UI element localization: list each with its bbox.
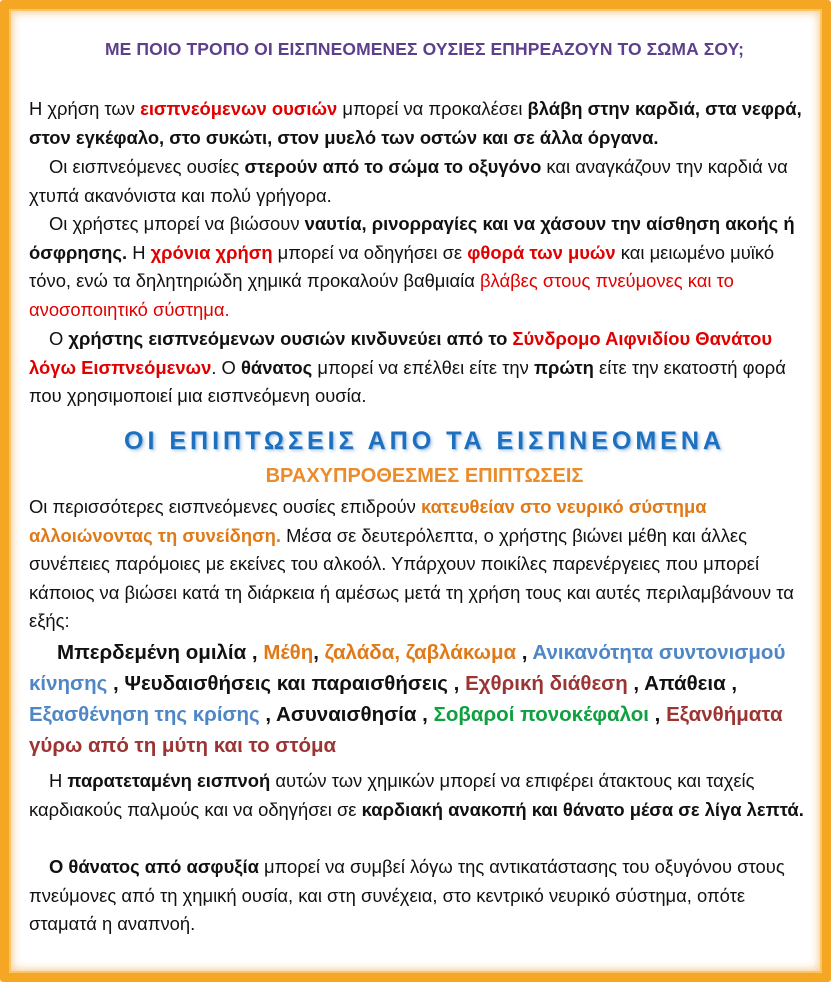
text-span: . Ο	[211, 356, 241, 378]
bold-span: Ο θάνατος από ασφυξία	[49, 856, 259, 877]
text-span: αυτών των χημικών μπορεί να επιφέρει άτακτους και ταχείς καρδιακούς παλμούς και να οδηγήσει σε	[29, 770, 755, 820]
symptom-item: Ασυναισθησία	[276, 703, 417, 726]
symptom-item: Σοβαροί πονοκέφαλοι	[433, 703, 649, 726]
separator: ,	[648, 703, 667, 726]
text-span: Η χρήση των	[29, 98, 141, 119]
separator: ,	[259, 703, 277, 726]
highlight-span: κατευθείαν στο νευρικό σύστημα αλλοιώνοντας τη συνείδηση.	[29, 496, 707, 546]
text-span: Οι εισπνεόμενες ουσίες	[49, 156, 245, 177]
bold-span: θάνατος	[240, 356, 313, 378]
symptom-item: Εξανθήματα γύρω από τη μύτη και το στόμα	[29, 703, 783, 757]
highlight-span: βλάβες στους πνεύμονες και το ανοσοποιητικό σύστημα.	[29, 270, 734, 320]
highlight-span: φθορά των μυών	[467, 241, 616, 263]
text-span: μπορεί να προκαλέσει	[337, 98, 528, 119]
paragraph-cardiac-arrest	[29, 767, 809, 824]
text-span: Μέσα σε δευτερόλεπτα, ο χρήστης βιώνει μέθη και άλλες συνέπειες παρόμοιες με εκείνες του αλκοόλ. Υπάρχουν ποικίλες παρενέργειες που μπορεί κάποιος να βιώσει κατά τη διάρκεια ή αμέσως μετά τη χρήση τους και αυτές περιλαμβάνουν τα εξής:	[29, 524, 794, 632]
paragraph-sudden-death	[29, 325, 809, 411]
symptom-item: Εχθρική διάθεση	[465, 672, 628, 695]
bold-span: χρήστης εισπνεόμενων ουσιών κινδυνεύει από το	[68, 328, 513, 349]
symptom-item: Μπερδεμένη ομιλία	[57, 641, 247, 664]
paragraph-organ-damage	[29, 95, 809, 152]
paragraph-asphyxia	[29, 853, 809, 939]
text-span: μπορεί να οδηγήσει σε	[272, 241, 468, 263]
paragraph-short-term	[29, 493, 809, 636]
text-span: Οι περισσότερες εισπνεόμενες ουσίες επιδρούν	[29, 496, 421, 517]
bold-span: στερούν από το σώμα το οξυγόνο	[244, 156, 542, 177]
bold-span: ναυτία, ρινορραγίες και να χάσουν την αίσθηση ακοής ή όσφρησης.	[29, 213, 795, 263]
paragraph-symptoms-chronic	[29, 210, 809, 324]
symptom-item: Ψευδαισθήσεις και παραισθήσεις	[124, 672, 448, 695]
separator: ,	[725, 672, 738, 695]
separator: ,	[313, 641, 325, 664]
page-title: ΜΕ ΠΟΙΟ ΤΡΟΠΟ ΟΙ ΕΙΣΠΝΕΟΜΕΝΕΣ ΟΥΣΙΕΣ ΕΠΗΡΕΑΖΟΥΝ ΤΟ ΣΩΜΑ ΣΟΥ;	[104, 39, 745, 59]
text-span: και αναγκάζουν την καρδιά να χτυπά ακανόνιστα και πολύ γρήγορα.	[29, 156, 788, 206]
symptoms-list	[29, 637, 819, 761]
symptom-item: Ανικανότητα συντονισμού κίνησης	[29, 641, 786, 695]
bold-span: παρατεταμένη εισπνοή	[67, 770, 271, 791]
highlight-span: Σύνδρομο Αιφνιδίου Θανάτου λόγω Εισπνεόμενων	[29, 328, 773, 378]
text-span: Οι χρήστες μπορεί να βιώσουν	[49, 213, 305, 234]
separator: ,	[516, 641, 533, 664]
separator: ,	[627, 672, 645, 695]
symptom-item: Απάθεια	[644, 672, 726, 695]
text-span: Η	[127, 241, 151, 263]
section-heading: ΟΙ ΕΠΙΠΤΩΣΕΙΣ ΑΠΟ ΤΑ ΕΙΣΠΝΕΟΜΕΝΑ	[124, 427, 725, 455]
text-span: και μειωμένο μυϊκό τόνο, ενώ τα δηλητηριώδη χημικά προκαλούν βαθμιαία	[29, 241, 775, 292]
separator: ,	[107, 672, 125, 695]
paragraph-oxygen	[29, 153, 809, 210]
section-subheading: ΒΡΑΧΥΠΡΟΘΕΣΜΕΣ ΕΠΙΠΤΩΣΕΙΣ	[265, 465, 584, 487]
bold-span: βλάβη στην καρδιά, στα νεφρά, στον εγκέφαλο, στο συκώτι, στον μυελό των οστών και σε άλλα όργανα.	[29, 98, 802, 148]
symptom-item: Εξασθένηση της κρίσης	[29, 703, 260, 726]
separator: ,	[416, 703, 434, 726]
bold-span: καρδιακή ανακοπή και θάνατο μέσα σε λίγα λεπτά.	[361, 798, 804, 820]
text-span: Η	[49, 770, 68, 791]
text-span: μπορεί να συμβεί λόγω της αντικατάστασης του οξυγόνου στους πνεύμονες από τη χημική ουσία, και στη συνέχεια, στο κεντρικό νευρικό σύστημα, οπότε σταματά η αναπνοή.	[29, 856, 785, 935]
highlight-span: χρόνια χρήση	[150, 241, 273, 263]
bold-span: πρώτη	[533, 356, 594, 378]
separator: ,	[447, 672, 466, 695]
separator: ,	[246, 641, 264, 664]
text-span: μπορεί να επέλθει είτε την	[312, 356, 534, 378]
text-span: είτε την εκατοστή φορά που χρησιμοποιεί μια εισπνεόμενη ουσία.	[29, 356, 786, 407]
highlight-span: εισπνεόμενων ουσιών	[140, 98, 338, 119]
symptom-item: Μέθη	[263, 641, 314, 664]
text-span: Ο	[49, 328, 69, 349]
symptom-item: ζαλάδα, ζαβλάκωμα	[324, 641, 517, 664]
